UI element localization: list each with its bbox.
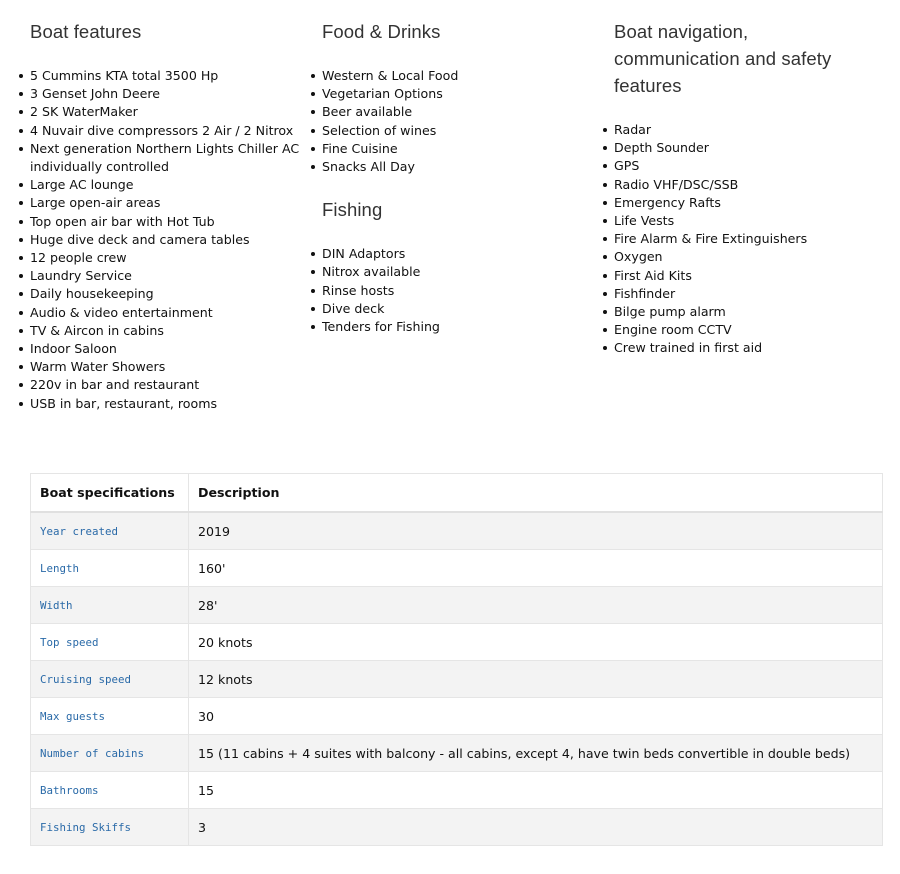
table-body	[31, 512, 883, 846]
spec-value: 3	[189, 809, 883, 846]
list-item: Crew trained in first aid	[602, 339, 882, 357]
table-row	[31, 772, 883, 809]
list-item: Depth Sounder	[602, 139, 882, 157]
list-item: Oxygen	[602, 248, 882, 266]
list-item: Warm Water Showers	[18, 358, 308, 376]
list-item: 2 SK WaterMaker	[18, 103, 308, 121]
list-item: Fishfinder	[602, 285, 882, 303]
list-item: Life Vests	[602, 212, 882, 230]
list-item: 12 people crew	[18, 249, 308, 267]
list-item: Audio & video entertainment	[18, 304, 308, 322]
list-item: Tenders for Fishing	[310, 318, 590, 336]
spec-name: Year created	[31, 512, 189, 550]
list-item: Large AC lounge	[18, 176, 308, 194]
column-header-description: Description	[189, 474, 883, 513]
food-fishing-column	[310, 18, 590, 336]
list-item: GPS	[602, 157, 882, 175]
table-header-row	[31, 474, 883, 513]
list-item: Laundry Service	[18, 267, 308, 285]
list-item: TV & Aircon in cabins	[18, 322, 308, 340]
table-row	[31, 661, 883, 698]
list-item: Engine room CCTV	[602, 321, 882, 339]
food-drinks-heading: Food & Drinks	[322, 21, 441, 42]
list-item: Emergency Rafts	[602, 194, 882, 212]
list-item: Fine Cuisine	[310, 140, 590, 158]
list-item: Daily housekeeping	[18, 285, 308, 303]
table-row	[31, 512, 883, 550]
navigation-safety-section	[602, 18, 882, 358]
boat-features-list	[18, 67, 308, 413]
spec-value: 28'	[189, 587, 883, 624]
table-row	[31, 735, 883, 772]
list-item: 4 Nuvair dive compressors 2 Air / 2 Nitrox	[18, 122, 308, 140]
list-item: Next generation Northern Lights Chiller AC individually controlled	[18, 140, 308, 176]
table-row	[31, 698, 883, 735]
boat-features-heading: Boat features	[30, 21, 142, 42]
column-header-specifications: Boat specifications	[31, 474, 189, 513]
spec-name: Cruising speed	[31, 661, 189, 698]
list-item: Bilge pump alarm	[602, 303, 882, 321]
spec-name: Fishing Skiffs	[31, 809, 189, 846]
list-item: Beer available	[310, 103, 590, 121]
list-item: Western & Local Food	[310, 67, 590, 85]
spec-name: Width	[31, 587, 189, 624]
list-item: Nitrox available	[310, 263, 590, 281]
list-item: Indoor Saloon	[18, 340, 308, 358]
table-row	[31, 550, 883, 587]
list-item: Huge dive deck and camera tables	[18, 231, 308, 249]
list-item: Large open-air areas	[18, 194, 308, 212]
list-item: Dive deck	[310, 300, 590, 318]
food-drinks-list	[310, 67, 590, 176]
navigation-safety-list	[602, 121, 882, 358]
spec-value: 20 knots	[189, 624, 883, 661]
fishing-section	[310, 196, 590, 336]
spec-name: Max guests	[31, 698, 189, 735]
navigation-safety-heading: Boat navigation, communication and safety features	[614, 21, 832, 96]
spec-value: 12 knots	[189, 661, 883, 698]
spec-name: Number of cabins	[31, 735, 189, 772]
list-item: 220v in bar and restaurant	[18, 376, 308, 394]
list-item: DIN Adaptors	[310, 245, 590, 263]
spec-value: 160'	[189, 550, 883, 587]
boat-specifications-table	[30, 473, 883, 846]
list-item: 5 Cummins KTA total 3500 Hp	[18, 67, 308, 85]
spec-name: Top speed	[31, 624, 189, 661]
list-item: Radar	[602, 121, 882, 139]
list-item: First Aid Kits	[602, 267, 882, 285]
spec-value: 15 (11 cabins + 4 suites with balcony - all cabins, except 4, have twin beds convertible in double beds)	[189, 735, 883, 772]
list-item: USB in bar, restaurant, rooms	[18, 395, 308, 413]
spec-value: 15	[189, 772, 883, 809]
spec-value: 30	[189, 698, 883, 735]
spec-value: 2019	[189, 512, 883, 550]
list-item: Fire Alarm & Fire Extinguishers	[602, 230, 882, 248]
list-item: Vegetarian Options	[310, 85, 590, 103]
table-row	[31, 587, 883, 624]
boat-features-section	[18, 18, 308, 413]
list-item: Top open air bar with Hot Tub	[18, 213, 308, 231]
list-item: Radio VHF/DSC/SSB	[602, 176, 882, 194]
list-item: Rinse hosts	[310, 282, 590, 300]
spec-name: Bathrooms	[31, 772, 189, 809]
food-drinks-section	[310, 18, 590, 176]
fishing-heading: Fishing	[322, 199, 383, 221]
spec-name: Length	[31, 550, 189, 587]
list-item: Selection of wines	[310, 122, 590, 140]
table-row	[31, 809, 883, 846]
table-row	[31, 624, 883, 661]
list-item: 3 Genset John Deere	[18, 85, 308, 103]
list-item: Snacks All Day	[310, 158, 590, 176]
fishing-list	[310, 245, 590, 336]
